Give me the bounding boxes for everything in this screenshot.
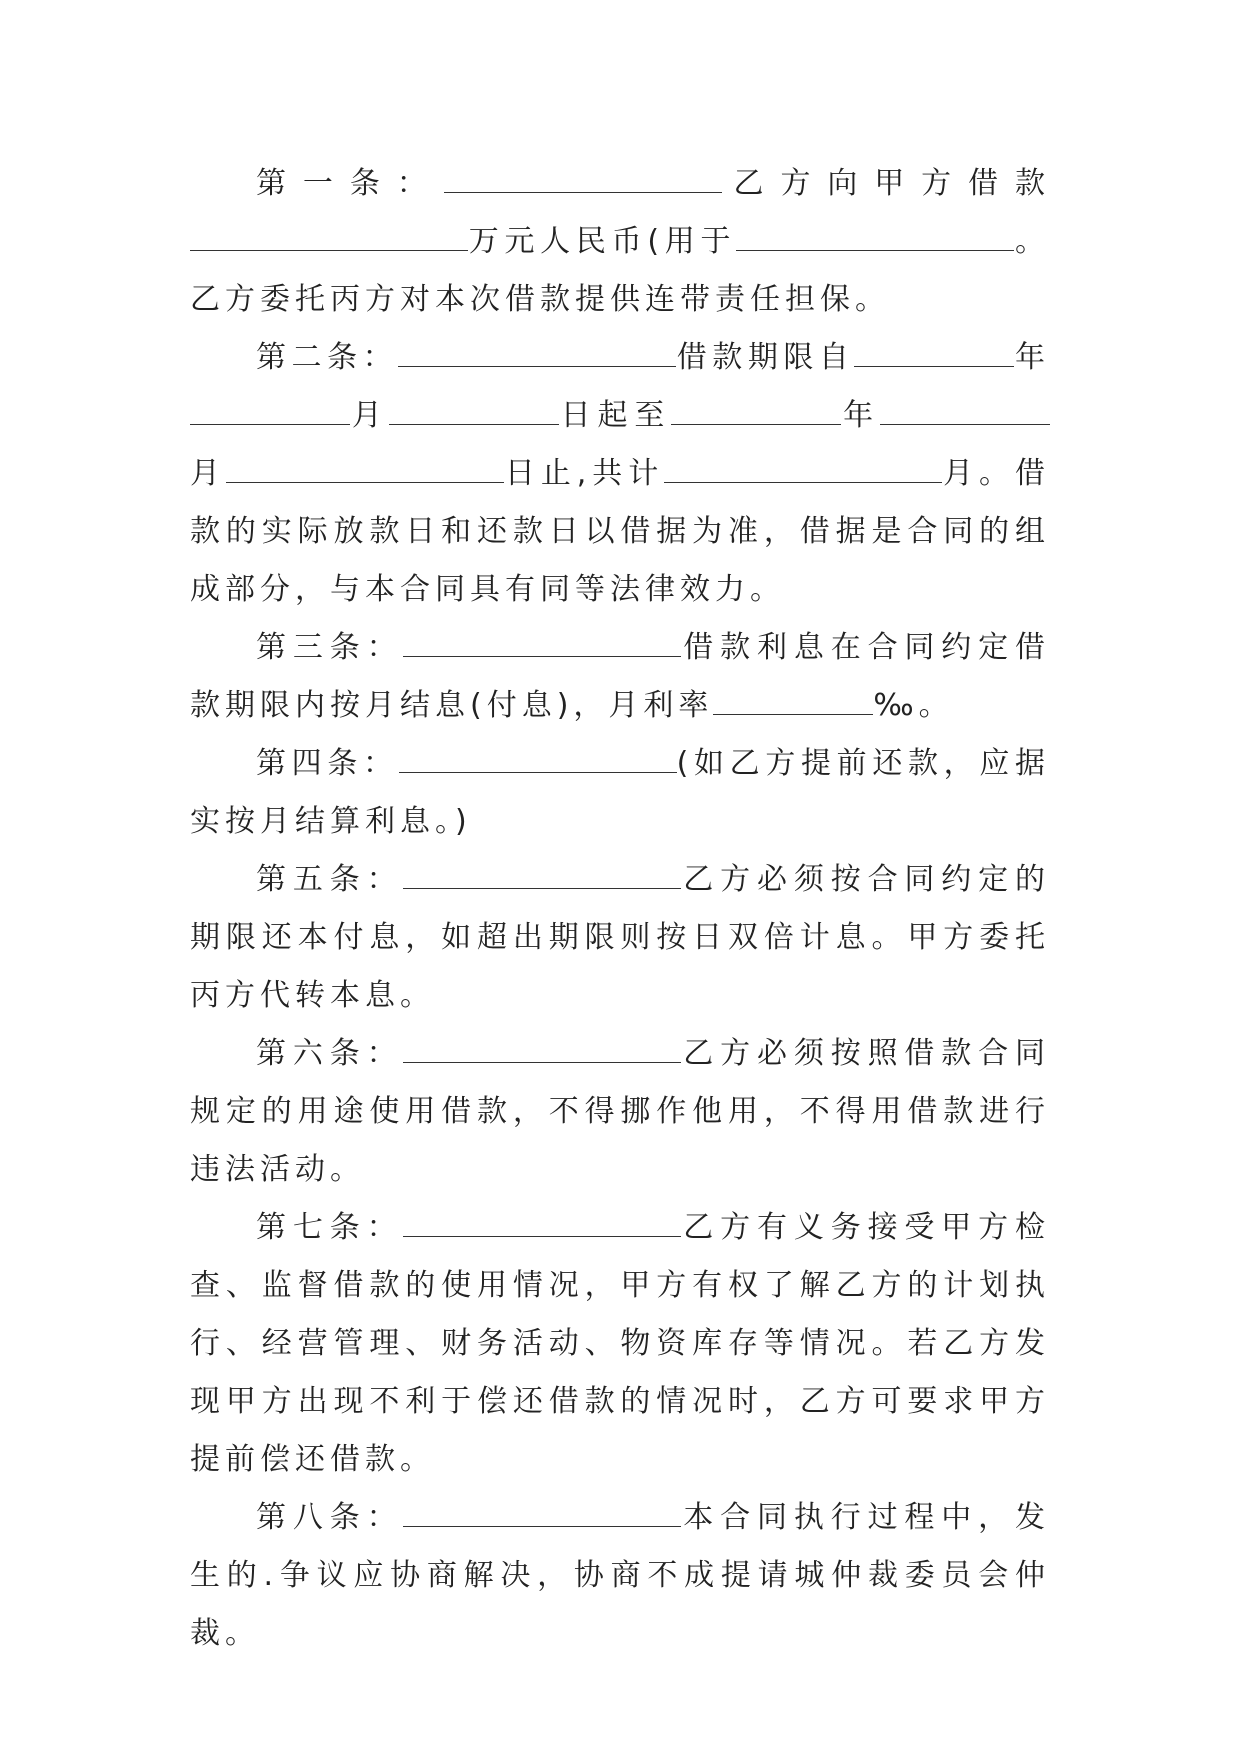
clause-label: 第二条： bbox=[256, 340, 399, 375]
blank-field bbox=[389, 394, 559, 425]
clause-5 bbox=[190, 851, 1050, 1025]
blank-field bbox=[736, 220, 1014, 251]
clause-1 bbox=[190, 155, 1050, 329]
clause-text: 乙方有义务接受甲方检查、监督借款的使用情况，甲方有权了解乙方的计划执行、经营管理、财务活动、物资库存等情况。若乙方发现甲方出现不利于偿还借款的情况时，乙方可要求甲方提前偿还借款。 bbox=[190, 1210, 1051, 1477]
blank-field bbox=[403, 1206, 681, 1237]
clause-text: 年 bbox=[1014, 340, 1051, 375]
clause-text: 月 bbox=[190, 456, 226, 491]
clause-label: 第四条： bbox=[256, 746, 399, 781]
contract-body bbox=[190, 155, 1050, 1663]
clause-text: 乙方必须按合同约定的期限还本付息，如超出期限则按日双倍计息。甲方委托丙方代转本息。 bbox=[190, 862, 1051, 1013]
blank-field bbox=[444, 162, 722, 193]
blank-field bbox=[880, 394, 1050, 425]
clause-8 bbox=[190, 1489, 1050, 1663]
clause-6 bbox=[190, 1025, 1050, 1199]
clause-text: (如乙方提前还款，应据实按月结算利息。) bbox=[190, 746, 1050, 839]
clause-label: 第八条： bbox=[256, 1500, 404, 1535]
blank-field bbox=[403, 1496, 681, 1527]
clause-4 bbox=[190, 735, 1050, 851]
clause-label: 第七条： bbox=[256, 1210, 404, 1245]
clause-text: 年 bbox=[841, 398, 880, 433]
clause-7 bbox=[190, 1199, 1050, 1489]
blank-field bbox=[403, 858, 681, 889]
clause-label: 第五条： bbox=[256, 862, 404, 897]
clause-text: 乙方向甲方借款 bbox=[721, 166, 1051, 201]
clause-text: 月 bbox=[350, 398, 389, 433]
blank-field bbox=[226, 452, 504, 483]
clause-label: 第一条： bbox=[256, 166, 444, 201]
clause-label: 第三条： bbox=[256, 630, 404, 665]
clause-label: 第六条： bbox=[256, 1036, 404, 1071]
blank-field bbox=[403, 1032, 681, 1063]
blank-field bbox=[399, 742, 677, 773]
clause-text: 日止,共计 bbox=[503, 456, 665, 491]
clause-text: 月。借款的实际放款日和还款日以借据为准，借据是合同的组成部分，与本合同具有同等法律效力。 bbox=[190, 456, 1051, 607]
clause-text: ‰。 bbox=[873, 688, 954, 723]
blank-field bbox=[671, 394, 841, 425]
clause-text: 日起至 bbox=[558, 398, 672, 433]
clause-3 bbox=[190, 619, 1050, 735]
blank-field bbox=[713, 684, 873, 715]
clause-text: 本合同执行过程中，发生的.争议应协商解决，协商不成提请城仲裁委员会仲裁。 bbox=[190, 1500, 1051, 1651]
clause-2 bbox=[190, 329, 1050, 619]
blank-field bbox=[398, 336, 676, 367]
clause-text: 借款期限自 bbox=[676, 340, 855, 375]
blank-field bbox=[403, 626, 681, 657]
blank-field bbox=[190, 394, 350, 425]
blank-field bbox=[854, 336, 1014, 367]
clause-text: 借款利息在合同约定借款期限内按月结息(付息)，月利率 bbox=[190, 630, 1051, 723]
clause-text: 。乙方委托丙方对本次借款提供连带责任担保。 bbox=[190, 224, 1050, 317]
clause-text: 乙方必须按照借款合同规定的用途使用借款，不得挪作他用，不得用借款进行违法活动。 bbox=[190, 1036, 1051, 1187]
blank-field bbox=[190, 220, 468, 251]
blank-field bbox=[664, 452, 942, 483]
clause-text: 万元人民币(用于 bbox=[468, 224, 737, 259]
